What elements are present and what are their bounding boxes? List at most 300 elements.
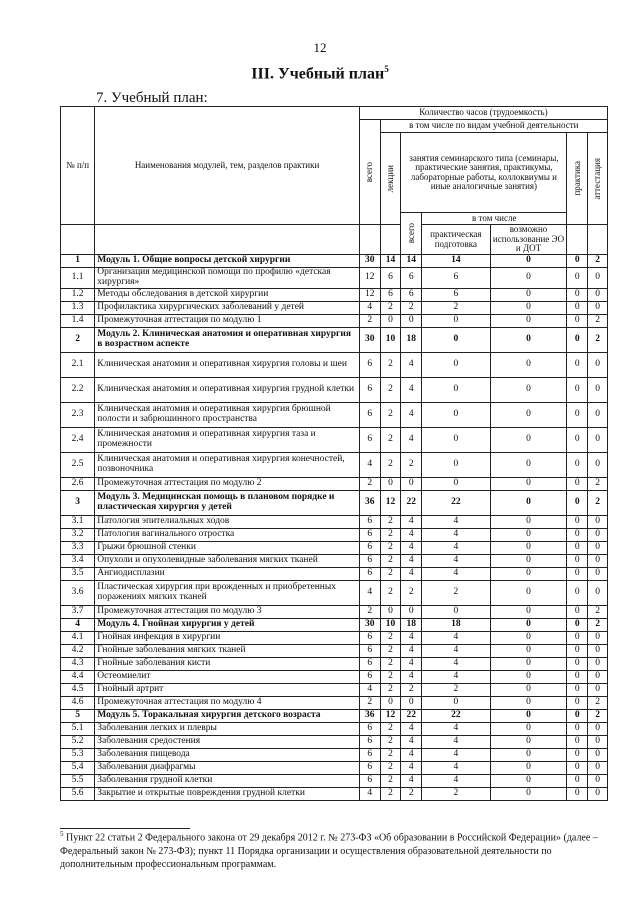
- row-eo-dot: 0: [490, 748, 567, 761]
- row-name: Остеомиелит: [95, 670, 360, 683]
- row-lectures: 2: [380, 427, 401, 452]
- header-practice: [567, 133, 588, 225]
- row-total: 12: [359, 268, 380, 289]
- table-row: [61, 605, 608, 618]
- row-eo-dot: 0: [490, 709, 567, 722]
- row-eo-dot: 0: [490, 327, 567, 352]
- table-row: [61, 683, 608, 696]
- row-lectures: 0: [380, 605, 401, 618]
- row-practical-training: 14: [422, 255, 490, 268]
- header-total-label: всего: [364, 161, 375, 183]
- table-row: [61, 631, 608, 644]
- row-attestation: 2: [588, 255, 608, 268]
- row-eo-dot: 0: [490, 515, 567, 528]
- row-total: 6: [359, 541, 380, 554]
- section-title-text: III. Учебный план: [251, 65, 385, 83]
- row-seminar: 4: [401, 554, 422, 567]
- row-lectures: 2: [380, 301, 401, 314]
- row-attestation: 0: [588, 735, 608, 748]
- row-seminar: 4: [401, 402, 422, 427]
- row-practical-training: 4: [422, 748, 490, 761]
- row-lectures: 2: [380, 683, 401, 696]
- row-practice: 0: [567, 490, 588, 515]
- table-row: [61, 787, 608, 800]
- row-eo-dot: 0: [490, 761, 567, 774]
- row-practical-training: 2: [422, 301, 490, 314]
- header-attestation-label: аттестация: [591, 157, 602, 200]
- module-row: [61, 327, 608, 352]
- row-practice: 0: [567, 605, 588, 618]
- row-practical-training: 4: [422, 515, 490, 528]
- row-num: 2: [61, 327, 95, 352]
- row-total: 6: [359, 427, 380, 452]
- row-num: 1.4: [61, 314, 95, 327]
- row-lectures: 2: [380, 515, 401, 528]
- row-eo-dot: 0: [490, 567, 567, 580]
- row-num: 5.2: [61, 735, 95, 748]
- row-num: 3.4: [61, 554, 95, 567]
- row-practical-training: 18: [422, 618, 490, 631]
- row-practice: 0: [567, 541, 588, 554]
- header-seminar-total: [401, 213, 422, 255]
- row-seminar: 4: [401, 670, 422, 683]
- row-attestation: 0: [588, 631, 608, 644]
- row-practical-training: 4: [422, 735, 490, 748]
- row-practice: 0: [567, 618, 588, 631]
- row-practical-training: 0: [422, 377, 490, 402]
- row-name: Ангиодисплазии: [95, 567, 360, 580]
- row-practice: 0: [567, 327, 588, 352]
- row-eo-dot: 0: [490, 377, 567, 402]
- row-num: 5.5: [61, 774, 95, 787]
- row-attestation: 0: [588, 515, 608, 528]
- header-by-type: в том числе по видам учебной деятельности: [380, 120, 607, 133]
- row-practical-training: 22: [422, 709, 490, 722]
- table-row: [61, 554, 608, 567]
- row-name: Патология эпителиальных ходов: [95, 515, 360, 528]
- row-practice: 0: [567, 452, 588, 477]
- row-practical-training: 0: [422, 452, 490, 477]
- row-name: Промежуточная аттестация по модулю 1: [95, 314, 360, 327]
- row-eo-dot: 0: [490, 288, 567, 301]
- row-practical-training: 6: [422, 268, 490, 289]
- row-practical-training: 4: [422, 657, 490, 670]
- row-total: 6: [359, 377, 380, 402]
- row-eo-dot: 0: [490, 402, 567, 427]
- row-practice: 0: [567, 268, 588, 289]
- row-practice: 0: [567, 748, 588, 761]
- row-total: 6: [359, 670, 380, 683]
- row-num: 3.2: [61, 528, 95, 541]
- row-practical-training: 4: [422, 541, 490, 554]
- row-attestation: 2: [588, 618, 608, 631]
- row-practice: 0: [567, 288, 588, 301]
- row-practice: 0: [567, 657, 588, 670]
- row-practice: 0: [567, 722, 588, 735]
- row-total: 36: [359, 490, 380, 515]
- row-seminar: 4: [401, 567, 422, 580]
- row-practical-training: 0: [422, 327, 490, 352]
- row-practice: 0: [567, 774, 588, 787]
- row-total: 4: [359, 452, 380, 477]
- row-attestation: 2: [588, 477, 608, 490]
- row-lectures: 10: [380, 327, 401, 352]
- row-seminar: 4: [401, 631, 422, 644]
- row-lectures: 12: [380, 709, 401, 722]
- row-num: 1.2: [61, 288, 95, 301]
- curriculum-body: [61, 255, 608, 801]
- header-total-spacer: [359, 225, 380, 255]
- row-practice: 0: [567, 255, 588, 268]
- row-name: Патология вагинального отростка: [95, 528, 360, 541]
- row-num: 2.5: [61, 452, 95, 477]
- row-lectures: 2: [380, 528, 401, 541]
- row-eo-dot: 0: [490, 541, 567, 554]
- row-attestation: 0: [588, 288, 608, 301]
- row-practical-training: 4: [422, 644, 490, 657]
- table-row: [61, 657, 608, 670]
- row-eo-dot: 0: [490, 644, 567, 657]
- header-eo-dot: возможно использование ЭО и ДОТ: [490, 225, 567, 255]
- row-lectures: 2: [380, 774, 401, 787]
- header-including: в том числе: [422, 213, 567, 225]
- row-seminar: 2: [401, 452, 422, 477]
- row-eo-dot: 0: [490, 301, 567, 314]
- row-total: 6: [359, 735, 380, 748]
- row-seminar: 0: [401, 477, 422, 490]
- row-practice: 0: [567, 709, 588, 722]
- row-lectures: 2: [380, 631, 401, 644]
- header-attestation-spacer: [588, 225, 608, 255]
- row-practical-training: 4: [422, 774, 490, 787]
- plan-title: 7. Учебный план:: [96, 90, 208, 106]
- row-practical-training: 4: [422, 528, 490, 541]
- table-row: [61, 427, 608, 452]
- row-seminar: 4: [401, 352, 422, 377]
- row-eo-dot: 0: [490, 787, 567, 800]
- row-eo-dot: 0: [490, 528, 567, 541]
- table-row: [61, 314, 608, 327]
- row-practice: 0: [567, 427, 588, 452]
- table-row: [61, 735, 608, 748]
- row-total: 6: [359, 774, 380, 787]
- row-eo-dot: 0: [490, 314, 567, 327]
- row-name: Закрытие и открытые повреждения грудной клетки: [95, 787, 360, 800]
- row-lectures: 6: [380, 288, 401, 301]
- row-attestation: 0: [588, 670, 608, 683]
- row-attestation: 2: [588, 314, 608, 327]
- curriculum-table: [60, 106, 608, 801]
- row-practical-training: 0: [422, 427, 490, 452]
- row-practice: 0: [567, 735, 588, 748]
- row-total: 2: [359, 477, 380, 490]
- table-row: [61, 722, 608, 735]
- row-practical-training: 0: [422, 477, 490, 490]
- row-practice: 0: [567, 787, 588, 800]
- row-seminar: 4: [401, 427, 422, 452]
- header-practice-label: практика: [571, 161, 582, 196]
- table-row: [61, 377, 608, 402]
- table-row: [61, 748, 608, 761]
- row-practical-training: 4: [422, 670, 490, 683]
- row-total: 2: [359, 605, 380, 618]
- row-practice: 0: [567, 580, 588, 605]
- header-seminar: занятия семинарского типа (семинары, практические занятия, практикумы, лабораторные работы, коллоквиумы и иные аналогичные занятия): [401, 133, 567, 213]
- row-num: 4.4: [61, 670, 95, 683]
- row-eo-dot: 0: [490, 618, 567, 631]
- header-num: № п/п: [61, 107, 95, 225]
- row-practice: 0: [567, 631, 588, 644]
- row-practice: 0: [567, 761, 588, 774]
- row-practice: 0: [567, 554, 588, 567]
- table-row: [61, 452, 608, 477]
- row-attestation: 0: [588, 748, 608, 761]
- row-attestation: 0: [588, 541, 608, 554]
- row-attestation: 0: [588, 683, 608, 696]
- row-num: 5.3: [61, 748, 95, 761]
- row-practical-training: 2: [422, 580, 490, 605]
- row-total: 6: [359, 515, 380, 528]
- row-num: 4.3: [61, 657, 95, 670]
- row-num: 5.4: [61, 761, 95, 774]
- row-practice: 0: [567, 314, 588, 327]
- row-total: 30: [359, 255, 380, 268]
- row-total: 6: [359, 748, 380, 761]
- row-name: Пластическая хирургия при врожденных и приобретенных поражениях мягких тканей: [95, 580, 360, 605]
- row-lectures: 2: [380, 787, 401, 800]
- header-practical-training: практическая подготовка: [422, 225, 490, 255]
- row-seminar: 2: [401, 301, 422, 314]
- row-practice: 0: [567, 515, 588, 528]
- row-total: 6: [359, 761, 380, 774]
- table-row: [61, 541, 608, 554]
- row-attestation: 0: [588, 580, 608, 605]
- table-row: [61, 670, 608, 683]
- row-practice: 0: [567, 670, 588, 683]
- header-seminar-total-label: всего: [405, 223, 416, 244]
- row-num: 2.3: [61, 402, 95, 427]
- row-attestation: 0: [588, 427, 608, 452]
- row-num: 2.2: [61, 377, 95, 402]
- row-eo-dot: 0: [490, 683, 567, 696]
- header-practice-spacer: [567, 225, 588, 255]
- row-attestation: 0: [588, 402, 608, 427]
- row-practical-training: 2: [422, 787, 490, 800]
- row-lectures: 2: [380, 567, 401, 580]
- footnote-text: Пункт 22 статьи 2 Федерального закона от 29 декабря 2012 г. № 273-ФЗ «Об образовании в Российской Федерации» (далее – Федеральный закон № 273-ФЗ); пункт 11 Порядка организации и осуществления образовательной деятельности по дополнительным профессиональным программам.: [60, 832, 598, 871]
- row-num: 3.1: [61, 515, 95, 528]
- row-seminar: 2: [401, 787, 422, 800]
- row-eo-dot: 0: [490, 696, 567, 709]
- row-lectures: 2: [380, 580, 401, 605]
- row-seminar: 22: [401, 709, 422, 722]
- header-name-spacer: [95, 225, 360, 255]
- row-num: 4: [61, 618, 95, 631]
- row-seminar: 4: [401, 722, 422, 735]
- row-num: 3.7: [61, 605, 95, 618]
- row-num: 3.5: [61, 567, 95, 580]
- row-eo-dot: 0: [490, 477, 567, 490]
- row-eo-dot: 0: [490, 722, 567, 735]
- row-attestation: 0: [588, 452, 608, 477]
- row-seminar: 4: [401, 528, 422, 541]
- row-name: Модуль 5. Торакальная хирургия детского возраста: [95, 709, 360, 722]
- row-lectures: 0: [380, 314, 401, 327]
- row-eo-dot: 0: [490, 554, 567, 567]
- row-num: 2.1: [61, 352, 95, 377]
- row-lectures: 2: [380, 352, 401, 377]
- row-practice: 0: [567, 402, 588, 427]
- row-total: 4: [359, 787, 380, 800]
- row-lectures: 0: [380, 696, 401, 709]
- row-practical-training: 4: [422, 722, 490, 735]
- row-name: Гнойный артрит: [95, 683, 360, 696]
- row-attestation: 0: [588, 657, 608, 670]
- module-row: [61, 709, 608, 722]
- row-num: 4.2: [61, 644, 95, 657]
- row-attestation: 0: [588, 644, 608, 657]
- row-seminar: 18: [401, 618, 422, 631]
- row-practical-training: 22: [422, 490, 490, 515]
- row-num: 4.1: [61, 631, 95, 644]
- row-lectures: 2: [380, 554, 401, 567]
- table-row: [61, 761, 608, 774]
- row-lectures: 12: [380, 490, 401, 515]
- row-practice: 0: [567, 528, 588, 541]
- row-name: Методы обследования в детской хирургии: [95, 288, 360, 301]
- row-practice: 0: [567, 567, 588, 580]
- row-attestation: 0: [588, 377, 608, 402]
- row-attestation: 0: [588, 554, 608, 567]
- row-total: 2: [359, 314, 380, 327]
- row-attestation: 0: [588, 301, 608, 314]
- row-seminar: 4: [401, 377, 422, 402]
- row-attestation: 0: [588, 268, 608, 289]
- table-row: [61, 352, 608, 377]
- row-total: 12: [359, 288, 380, 301]
- row-seminar: 4: [401, 748, 422, 761]
- row-lectures: 2: [380, 735, 401, 748]
- row-name: Заболевания диафрагмы: [95, 761, 360, 774]
- row-total: 6: [359, 352, 380, 377]
- module-row: [61, 490, 608, 515]
- header-name: Наименования модулей, тем, разделов практики: [95, 107, 360, 225]
- row-total: 6: [359, 402, 380, 427]
- footnote-ref[interactable]: 5: [384, 64, 389, 74]
- section-title: [0, 64, 640, 83]
- row-name: Профилактика хирургических заболеваний у детей: [95, 301, 360, 314]
- header-num-spacer: [61, 225, 95, 255]
- row-practical-training: 0: [422, 314, 490, 327]
- table-row: [61, 644, 608, 657]
- row-name: Промежуточная аттестация по модулю 2: [95, 477, 360, 490]
- row-total: 6: [359, 657, 380, 670]
- row-total: 30: [359, 618, 380, 631]
- row-attestation: 2: [588, 696, 608, 709]
- row-seminar: 22: [401, 490, 422, 515]
- row-num: 2.6: [61, 477, 95, 490]
- row-name: Гнойные заболевания мягких тканей: [95, 644, 360, 657]
- row-eo-dot: 0: [490, 670, 567, 683]
- row-num: 1: [61, 255, 95, 268]
- header-hours: Количество часов (трудоемкость): [359, 107, 607, 120]
- header-lectures: [380, 133, 401, 225]
- row-attestation: 0: [588, 774, 608, 787]
- row-name: Модуль 2. Клиническая анатомия и оперативная хирургия в возрастном аспекте: [95, 327, 360, 352]
- row-name: Модуль 3. Медицинская помощь в плановом порядке и пластическая хирургия у детей: [95, 490, 360, 515]
- row-practical-training: 0: [422, 605, 490, 618]
- row-total: 4: [359, 301, 380, 314]
- row-name: Модуль 4. Гнойная хирургия у детей: [95, 618, 360, 631]
- row-attestation: 2: [588, 327, 608, 352]
- row-seminar: 14: [401, 255, 422, 268]
- header-lectures-spacer: [380, 225, 401, 255]
- row-practical-training: 4: [422, 567, 490, 580]
- module-row: [61, 255, 608, 268]
- row-name: Клиническая анатомия и оперативная хирургия головы и шеи: [95, 352, 360, 377]
- row-total: 6: [359, 722, 380, 735]
- row-eo-dot: 0: [490, 255, 567, 268]
- row-name: Опухоли и опухолевидные заболевания мягких тканей: [95, 554, 360, 567]
- row-seminar: 2: [401, 580, 422, 605]
- table-row: [61, 288, 608, 301]
- row-attestation: 0: [588, 567, 608, 580]
- row-practical-training: 2: [422, 683, 490, 696]
- row-eo-dot: 0: [490, 490, 567, 515]
- row-name: Гнойные заболевания кисти: [95, 657, 360, 670]
- row-name: Заболевания грудной клетки: [95, 774, 360, 787]
- row-eo-dot: 0: [490, 631, 567, 644]
- footnote-mark: 5: [60, 830, 64, 838]
- header-attestation: [588, 133, 608, 225]
- row-eo-dot: 0: [490, 268, 567, 289]
- footnote-divider: [60, 828, 190, 829]
- row-name: Промежуточная аттестация по модулю 4: [95, 696, 360, 709]
- row-total: 6: [359, 631, 380, 644]
- row-eo-dot: 0: [490, 452, 567, 477]
- row-num: 1.1: [61, 268, 95, 289]
- row-lectures: 10: [380, 618, 401, 631]
- row-lectures: 2: [380, 761, 401, 774]
- header-lectures-label: лекции: [384, 164, 395, 193]
- row-num: 5.1: [61, 722, 95, 735]
- page-number: 12: [313, 40, 327, 55]
- row-seminar: 2: [401, 683, 422, 696]
- header-total: [359, 120, 380, 225]
- row-lectures: 2: [380, 748, 401, 761]
- row-name: Клиническая анатомия и оперативная хирургия брюшной полости и забрюшинного пространства: [95, 402, 360, 427]
- row-num: 1.3: [61, 301, 95, 314]
- row-lectures: 2: [380, 644, 401, 657]
- row-lectures: 14: [380, 255, 401, 268]
- row-name: Клиническая анатомия и оперативная хирургия таза и промежности: [95, 427, 360, 452]
- row-seminar: 4: [401, 735, 422, 748]
- row-practical-training: 6: [422, 288, 490, 301]
- row-num: 3.6: [61, 580, 95, 605]
- row-practical-training: 4: [422, 631, 490, 644]
- row-attestation: 0: [588, 787, 608, 800]
- row-name: Клиническая анатомия и оперативная хирургия грудной клетки: [95, 377, 360, 402]
- row-practice: 0: [567, 352, 588, 377]
- row-name: Гнойная инфекция в хирургии: [95, 631, 360, 644]
- row-total: 4: [359, 580, 380, 605]
- row-practice: 0: [567, 644, 588, 657]
- row-attestation: 2: [588, 490, 608, 515]
- row-name: Промежуточная аттестация по модулю 3: [95, 605, 360, 618]
- row-attestation: 0: [588, 722, 608, 735]
- row-eo-dot: 0: [490, 735, 567, 748]
- row-num: 4.6: [61, 696, 95, 709]
